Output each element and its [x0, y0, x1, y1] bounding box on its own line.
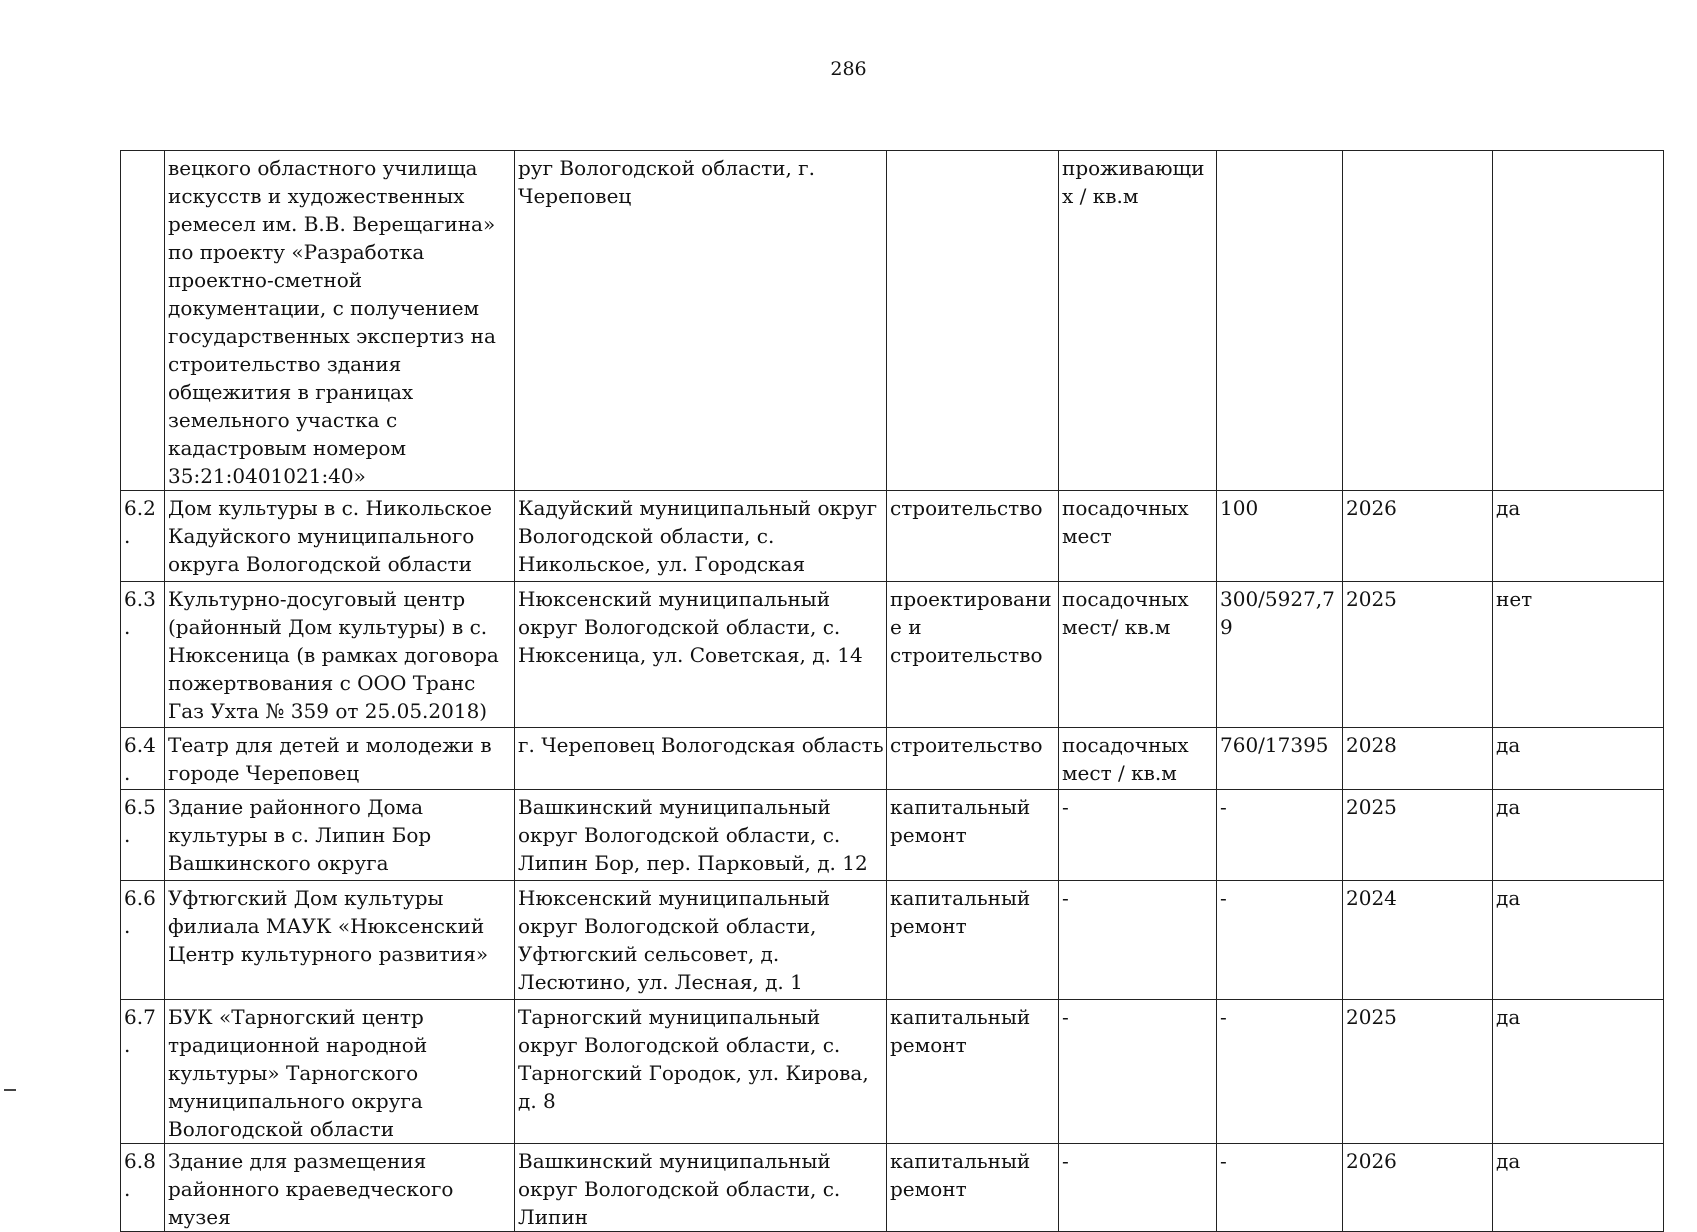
- table-row: [121, 582, 1664, 728]
- completion-year: [1343, 151, 1493, 491]
- object-name: Уфтюгский Дом культуры филиала МАУК «Нюксенский Центр культурного развития»: [165, 881, 515, 1000]
- table-row: [121, 491, 1664, 582]
- completion-year: 2028: [1343, 728, 1493, 790]
- row-number: 6.2.: [121, 491, 165, 582]
- table-row: [121, 728, 1664, 790]
- work-type: капитальный ремонт: [887, 790, 1059, 881]
- object-name: Дом культуры в с. Никольское Кадуйского муниципального округа Вологодской области: [165, 491, 515, 582]
- capacity-value: 100: [1217, 491, 1343, 582]
- completion-year: 2024: [1343, 881, 1493, 1000]
- flag-value: да: [1493, 881, 1664, 1000]
- capacity-unit: проживающих / кв.м: [1059, 151, 1217, 491]
- object-name: Культурно-досуговый центр (районный Дом культуры) в с. Нюксеница (в рамках договора пожертвования с ООО Транс Газ Ухта № 359 от 25.05.2018): [165, 582, 515, 728]
- capacity-unit: посадочных мест / кв.м: [1059, 728, 1217, 790]
- object-name: Здание районного Дома культуры в с. Липин Бор Вашкинского округа: [165, 790, 515, 881]
- object-name: вецкого областного училища искусств и художественных ремесел им. В.В. Верещагина» по проекту «Разработка проектно-сметной документации, с получением государственных экспертиз на строительство здания общежития в границах земельного участка с кадастровым номером 35:21:0401021:40»: [165, 151, 515, 491]
- work-type: [887, 151, 1059, 491]
- capacity-unit: посадочных мест: [1059, 491, 1217, 582]
- capacity-unit: -: [1059, 1000, 1217, 1144]
- capacity-value: 760/17395: [1217, 728, 1343, 790]
- completion-year: 2026: [1343, 491, 1493, 582]
- work-type: капитальный ремонт: [887, 881, 1059, 1000]
- object-name: БУК «Тарногский центр традиционной народной культуры» Тарногского муниципального округа Вологодской области: [165, 1000, 515, 1144]
- work-type: капитальный ремонт: [887, 1000, 1059, 1144]
- object-address: Кадуйский муниципальный округ Вологодской области, с. Никольское, ул. Городская: [515, 491, 887, 582]
- work-type: строительство: [887, 491, 1059, 582]
- table-row: [121, 790, 1664, 881]
- object-name: Театр для детей и молодежи в городе Череповец: [165, 728, 515, 790]
- object-address: Нюксенский муниципальный округ Вологодской области, с. Нюксеница, ул. Советская, д. 14: [515, 582, 887, 728]
- table-row: [121, 881, 1664, 1000]
- capacity-value: -: [1217, 1144, 1343, 1232]
- flag-value: да: [1493, 728, 1664, 790]
- scan-margin-mark: [4, 1089, 16, 1091]
- completion-year: 2025: [1343, 790, 1493, 881]
- row-number: 6.4.: [121, 728, 165, 790]
- flag-value: да: [1493, 1000, 1664, 1144]
- object-address: руг Вологодской области, г. Череповец: [515, 151, 887, 491]
- completion-year: 2025: [1343, 582, 1493, 728]
- work-type: проектирование и строительство: [887, 582, 1059, 728]
- capacity-unit: -: [1059, 881, 1217, 1000]
- row-number: 6.6.: [121, 881, 165, 1000]
- completion-year: 2025: [1343, 1000, 1493, 1144]
- object-address: г. Череповец Вологодская область: [515, 728, 887, 790]
- capacity-value: -: [1217, 1000, 1343, 1144]
- table-row: [121, 1144, 1664, 1232]
- object-address: Вашкинский муниципальный округ Вологодской области, с. Липин: [515, 1144, 887, 1232]
- flag-value: да: [1493, 790, 1664, 881]
- page-number: 286: [830, 58, 867, 80]
- object-address: Нюксенский муниципальный округ Вологодской области, Уфтюгский сельсовет, д. Лесютино, ул. Лесная, д. 1: [515, 881, 887, 1000]
- table-row: [121, 151, 1664, 491]
- capacity-value: [1217, 151, 1343, 491]
- flag-value: [1493, 151, 1664, 491]
- table-row: [121, 1000, 1664, 1144]
- object-name: Здание для размещения районного краеведческого музея: [165, 1144, 515, 1232]
- capacity-unit: -: [1059, 1144, 1217, 1232]
- object-address: Вашкинский муниципальный округ Вологодской области, с. Липин Бор, пер. Парковый, д. 12: [515, 790, 887, 881]
- objects-table: [120, 150, 1664, 1232]
- row-number: 6.7.: [121, 1000, 165, 1144]
- flag-value: нет: [1493, 582, 1664, 728]
- row-number: 6.3.: [121, 582, 165, 728]
- object-address: Тарногский муниципальный округ Вологодской области, с. Тарногский Городок, ул. Кирова, д. 8: [515, 1000, 887, 1144]
- capacity-value: -: [1217, 790, 1343, 881]
- capacity-value: -: [1217, 881, 1343, 1000]
- work-type: строительство: [887, 728, 1059, 790]
- row-number: 6.8.: [121, 1144, 165, 1232]
- flag-value: да: [1493, 491, 1664, 582]
- capacity-unit: -: [1059, 790, 1217, 881]
- row-number: 6.5.: [121, 790, 165, 881]
- work-type: капитальный ремонт: [887, 1144, 1059, 1232]
- row-number: [121, 151, 165, 491]
- capacity-unit: посадочных мест/ кв.м: [1059, 582, 1217, 728]
- flag-value: да: [1493, 1144, 1664, 1232]
- capacity-value: 300/5927,79: [1217, 582, 1343, 728]
- completion-year: 2026: [1343, 1144, 1493, 1232]
